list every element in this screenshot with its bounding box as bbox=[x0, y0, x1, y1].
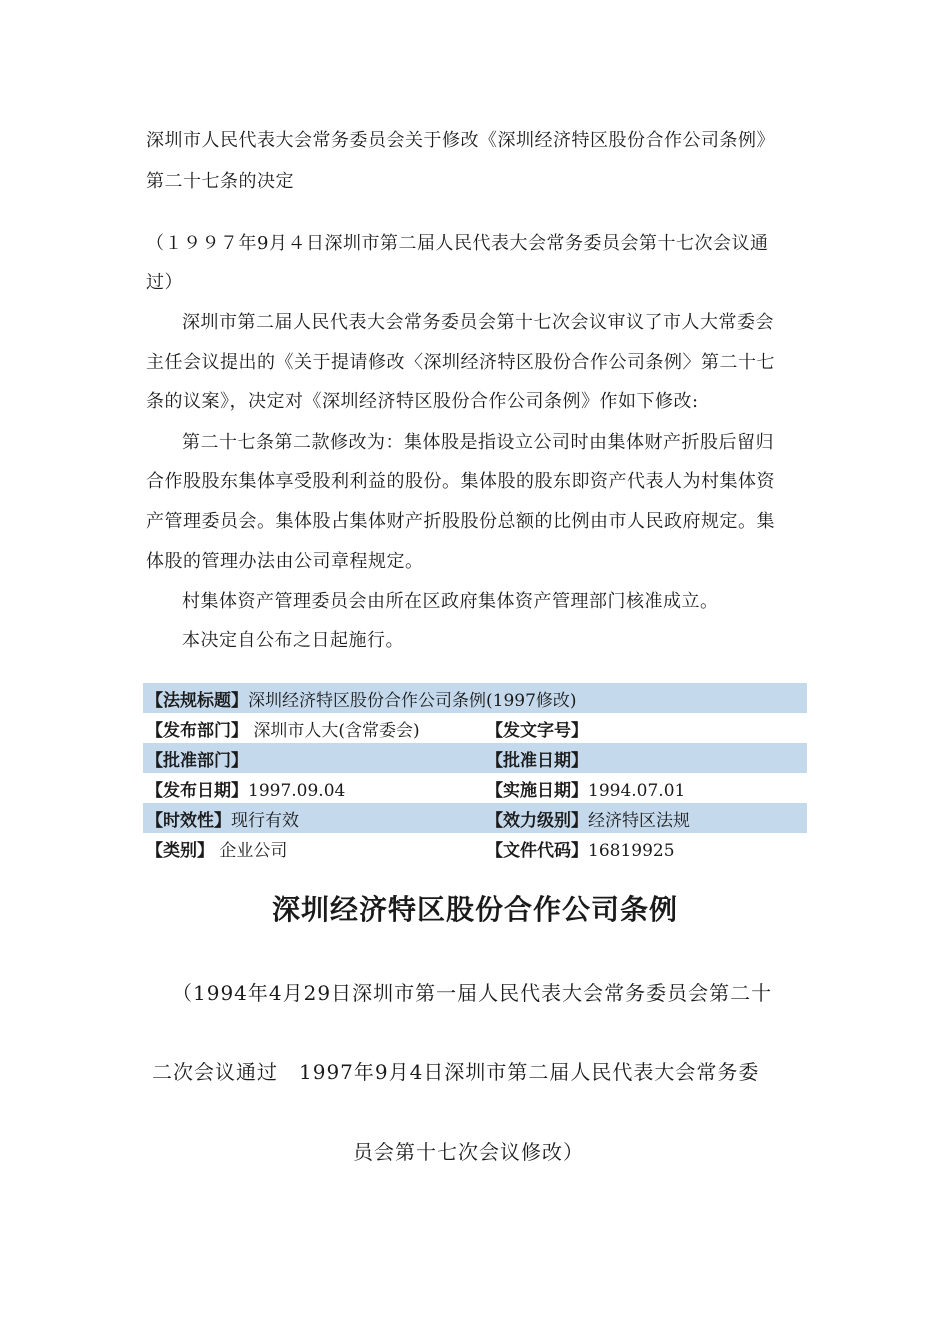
meta-row-validity bbox=[143, 803, 807, 833]
decision-title-line2: 第二十七条的决定 bbox=[146, 171, 294, 192]
regulation-title: 深圳经济特区股份合作公司条例 bbox=[271, 893, 678, 926]
meta-dept-value: 深圳市人大(含常委会) bbox=[248, 720, 420, 741]
decision-title-line1: 深圳市人民代表大会常务委员会关于修改《深圳经济特区股份合作公司条例》 bbox=[146, 130, 775, 151]
meta-eff-date-label: 【实施日期】 bbox=[486, 780, 588, 801]
meta-dept-label: 【发布部门】 bbox=[146, 720, 248, 741]
meta-category-value: 企业公司 bbox=[214, 840, 288, 861]
meta-approve-dept-label: 【批准部门】 bbox=[146, 750, 248, 771]
meta-row-title bbox=[143, 683, 807, 713]
para3: 村集体资产管理委员会由所在区政府集体资产管理部门核准成立。 bbox=[182, 591, 719, 612]
para2-line4: 体股的管理办法由公司章程规定。 bbox=[146, 551, 424, 572]
meta-docno-label: 【发文字号】 bbox=[486, 720, 588, 741]
regulation-note-line1: （1994年4月29日深圳市第一届人民代表大会常务委员会第二十 bbox=[172, 981, 773, 1005]
para2-line2: 合作股股东集体享受股利利益的股份。集体股的股东即资产代表人为村集体资 bbox=[146, 471, 775, 492]
meta-validity-value: 现行有效 bbox=[231, 810, 299, 831]
meta-title-value: 深圳经济特区股份合作公司条例(1997修改) bbox=[248, 690, 577, 711]
regulation-note-line3: 员会第十七次会议修改） bbox=[353, 1140, 584, 1164]
meta-code-label: 【文件代码】 bbox=[486, 840, 588, 861]
meta-level-label: 【效力级别】 bbox=[486, 810, 588, 831]
para1-line1: 深圳市第二届人民代表大会常务委员会第十七次会议审议了市人大常委会 bbox=[182, 312, 774, 333]
regulation-note-line2: 二次会议通过 1997年9月4日深圳市第二届人民代表大会常务委 bbox=[152, 1060, 760, 1084]
meta-level-value: 经济特区法规 bbox=[588, 810, 690, 831]
meta-code-value: 16819925 bbox=[588, 840, 675, 861]
meta-category-label: 【类别】 bbox=[146, 840, 214, 861]
meta-title-label: 【法规标题】 bbox=[146, 690, 248, 711]
meta-row-dept bbox=[143, 713, 807, 743]
para1-line3: 条的议案》，决定对《深圳经济特区股份合作公司条例》作如下修改: bbox=[146, 391, 699, 412]
para2-line1: 第二十七条第二款修改为：集体股是指设立公司时由集体财产折股后留归 bbox=[182, 432, 774, 453]
regulation-meta-table bbox=[143, 683, 807, 863]
meta-approve-date-label: 【批准日期】 bbox=[486, 750, 588, 771]
para1-line2: 主任会议提出的《关于提请修改〈深圳经济特区股份合作公司条例〉第二十七 bbox=[146, 352, 775, 373]
meta-row-approve bbox=[143, 743, 807, 773]
passed-note-line2: 过） bbox=[146, 272, 183, 293]
passed-note-line1: （１９９７年9月４日深圳市第二届人民代表大会常务委员会第十七次会议通 bbox=[146, 233, 769, 254]
meta-eff-date-value: 1994.07.01 bbox=[588, 780, 686, 801]
meta-row-dates bbox=[143, 773, 807, 803]
meta-row-category bbox=[143, 833, 807, 863]
para4: 本决定自公布之日起施行。 bbox=[182, 630, 404, 651]
para2-line3: 产管理委员会。集体股占集体财产折股股份总额的比例由市人民政府规定。集 bbox=[146, 511, 775, 532]
meta-pub-date-value: 1997.09.04 bbox=[248, 780, 346, 801]
meta-validity-label: 【时效性】 bbox=[146, 810, 231, 831]
meta-pub-date-label: 【发布日期】 bbox=[146, 780, 248, 801]
